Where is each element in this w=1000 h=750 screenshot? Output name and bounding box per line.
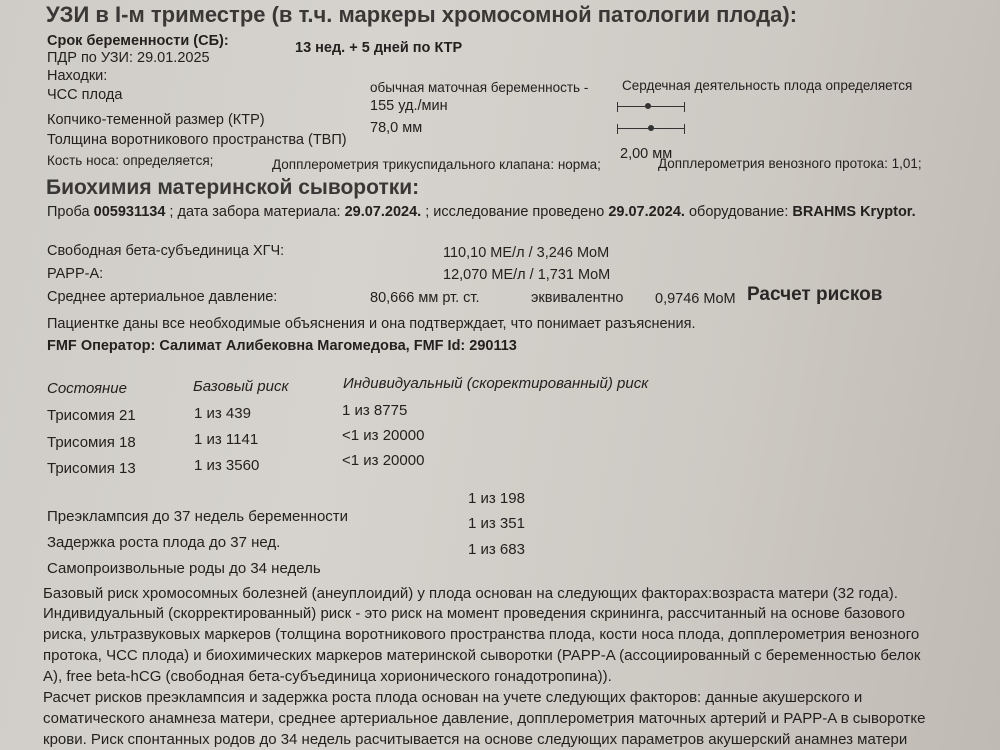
findings-label: Находки:: [47, 68, 108, 84]
papp-label: PAPP-A:: [47, 266, 104, 282]
map-label: Среднее артериальное давление:: [47, 289, 278, 305]
note-line: риска, ультразвуковых маркеров (толщина воротникового пространства плода, кости носа плода, допплерометрия венозного: [43, 626, 920, 643]
crl-label: Копчико-теменной размер (КТР): [47, 112, 265, 128]
table-row-base: 1 из 439: [194, 405, 251, 422]
risk-header-base: Базовый риск: [193, 378, 289, 395]
ga-label: Срок беременности (СБ):: [47, 33, 229, 49]
table-row-individual: <1 из 20000: [342, 452, 425, 469]
table-row-base: 1 из 1141: [194, 431, 259, 448]
fhr-value: 155 уд./мин: [370, 98, 448, 114]
ga-value: 13 нед. + 5 дней по КТР: [295, 40, 463, 56]
nt-value: 2,00 мм: [620, 146, 673, 162]
tricuspid-doppler: Допплерометрия трикуспидального клапана: норма;: [272, 157, 601, 172]
consent: Пациентке даны все необходимые объяснения и она подтверждает, что понимает разъяснения.: [47, 316, 696, 332]
risk-header-individual: Индивидуальный (скоректированный) риск: [343, 375, 649, 392]
hcg-label: Свободная бета-субъединица ХГЧ:: [47, 243, 285, 259]
crl-range-marker: [617, 124, 685, 134]
note-line: крови. Риск спонтанных родов до 34 недель расчитывается на основе следующих параметров акушерский анамнез матери: [43, 731, 908, 748]
pregnancy-type: обычная маточная беременность -: [370, 80, 589, 95]
table-row-individual: 1 из 8775: [342, 402, 408, 419]
table-row-condition: Трисомия 21: [47, 407, 136, 424]
table-row-individual: <1 из 20000: [342, 427, 425, 444]
biochem-title: Биохимия материнской сыворотки:: [46, 176, 420, 199]
fhr-label: ЧСС плода: [47, 87, 123, 103]
papp-value: 12,070 МЕ/л / 1,731 MoM: [443, 267, 611, 283]
edd: ПДР по УЗИ: 29.01.2025: [47, 50, 210, 66]
note-line: Расчет рисков преэклампсия и задержка роста плода основан на учете следующих факторов: данные акушерского и: [43, 689, 863, 706]
crl-value: 78,0 мм: [370, 120, 423, 136]
map-equiv: эквивалентно: [531, 290, 624, 306]
operator: FMF Оператор: Салимат Алибековна Магомедова, FMF Id: 290113: [47, 338, 517, 354]
fhr-range-marker: [617, 102, 685, 112]
sample-line: Проба 005931134 ; дата забора материала: 29.07.2024. ; исследование проведено 29.07.2024. оборудование: BRAHMS Kryptor.: [47, 204, 916, 220]
nt-label: Толщина воротникового пространства (ТВП): [47, 132, 347, 148]
table-row-base: 1 из 3560: [194, 457, 260, 474]
ductus-doppler: Допплерометрия венозного протока: 1,01;: [658, 156, 922, 171]
note-line: Базовый риск хромосомных болезней (анеуплоидий) у плода основан на следующих факторах:возраста матери (32 года).: [43, 585, 898, 602]
preterm-value: 1 из 683: [468, 541, 525, 558]
risk-header-condition: Состояние: [47, 380, 127, 397]
fgr-value: 1 из 351: [468, 515, 525, 532]
note-line: протока, ЧСС плода) и биохимических маркеров материнской сыворотки (PAPP-A (ассоциированный с беременностью белок: [43, 647, 921, 664]
risk-title: Расчет рисков: [747, 284, 883, 305]
table-row-condition: Трисомия 13: [47, 460, 136, 477]
fgr-label: Задержка роста плода до 37 нед.: [47, 534, 281, 551]
note-line: A), free beta-hCG (свободная бета-субъединица хорионического гонадотропина)).: [43, 668, 612, 685]
page-title: УЗИ в I-м триместре (в т.ч. маркеры хромосомной патологии плода):: [46, 2, 798, 27]
note-line: соматического анамнеза матери, среднее артериальное давление, допплерометрия маточных артерий и PAPP-A в сыворотке: [43, 710, 926, 727]
preterm-label: Самопроизвольные роды до 34 недель: [47, 560, 321, 577]
map-value: 80,666 мм рт. ст.: [370, 290, 480, 306]
map-mom: 0,9746 MoM: [655, 291, 736, 307]
note-line: Индивидуальный (скорректированный) риск - это риск на момент проведения скрининга, рассчитанный на основе базового: [43, 605, 906, 622]
table-row-condition: Трисомия 18: [47, 434, 136, 451]
hcg-value: 110,10 МЕ/л / 3,246 MoM: [443, 245, 610, 261]
preeclampsia-label: Преэклампсия до 37 недель беременности: [47, 508, 349, 525]
preeclampsia-value: 1 из 198: [468, 490, 525, 507]
heart-activity: Сердечная деятельность плода определяется: [622, 78, 913, 93]
nasal-bone: Кость носа: определяется;: [47, 153, 214, 168]
